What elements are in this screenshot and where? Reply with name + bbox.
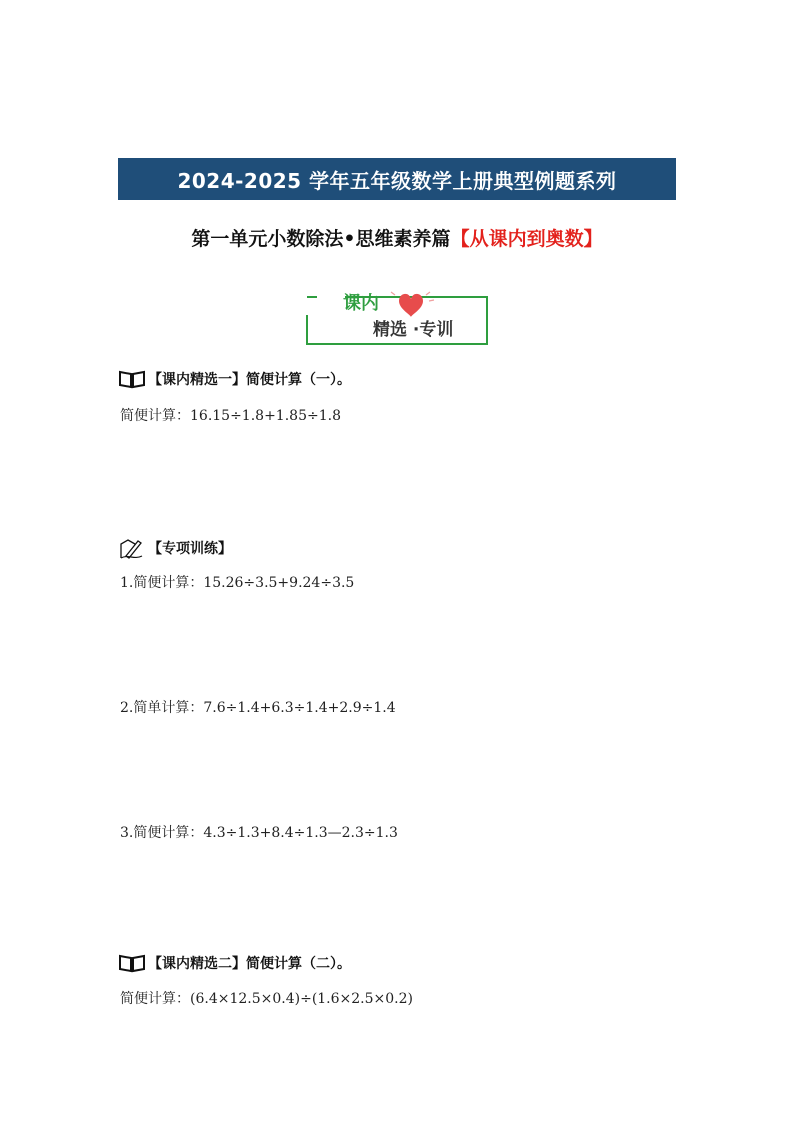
problem-line: 简便计算：16.15÷1.8+1.85÷1.8 — [120, 408, 341, 424]
selection-training-badge — [305, 289, 489, 345]
pen-note-icon — [118, 538, 146, 558]
section-head-3 — [118, 953, 351, 973]
problem-line: 2.简单计算：7.6÷1.4+6.3÷1.4+2.9÷1.4 — [120, 700, 396, 716]
series-title: 2024-2025 学年五年级数学上册典型例题系列 — [177, 168, 617, 193]
heart-icon — [391, 292, 434, 317]
section-title-1: 【课内精选一】简便计算（一）。 — [148, 372, 351, 388]
open-book-icon — [118, 369, 146, 389]
section-head-2 — [118, 538, 232, 558]
series-title-banner — [118, 158, 676, 200]
open-book-icon — [118, 953, 146, 973]
problem-line: 1.简便计算：15.26÷3.5+9.24÷3.5 — [120, 575, 355, 591]
unit-subtitle-highlight: 【从课内到奥数】 — [450, 228, 603, 250]
badge-frame — [305, 289, 489, 345]
unit-subtitle — [0, 224, 794, 251]
section-title-3: 【课内精选二】简便计算（二）。 — [148, 956, 351, 972]
problem-line: 简便计算：(6.4×12.5×0.4)÷(1.6×2.5×0.2) — [120, 991, 413, 1007]
section-title-2: 【专项训练】 — [148, 541, 232, 557]
problem-line: 3.简便计算：4.3÷1.3+8.4÷1.3—2.3÷1.3 — [120, 825, 398, 841]
section-head-1 — [118, 369, 351, 389]
badge-line1: 课内 — [343, 293, 379, 314]
badge-line2: 精选 ·专训 — [373, 320, 454, 340]
unit-subtitle-main: 第一单元小数除法•思维素养篇 — [191, 228, 451, 250]
